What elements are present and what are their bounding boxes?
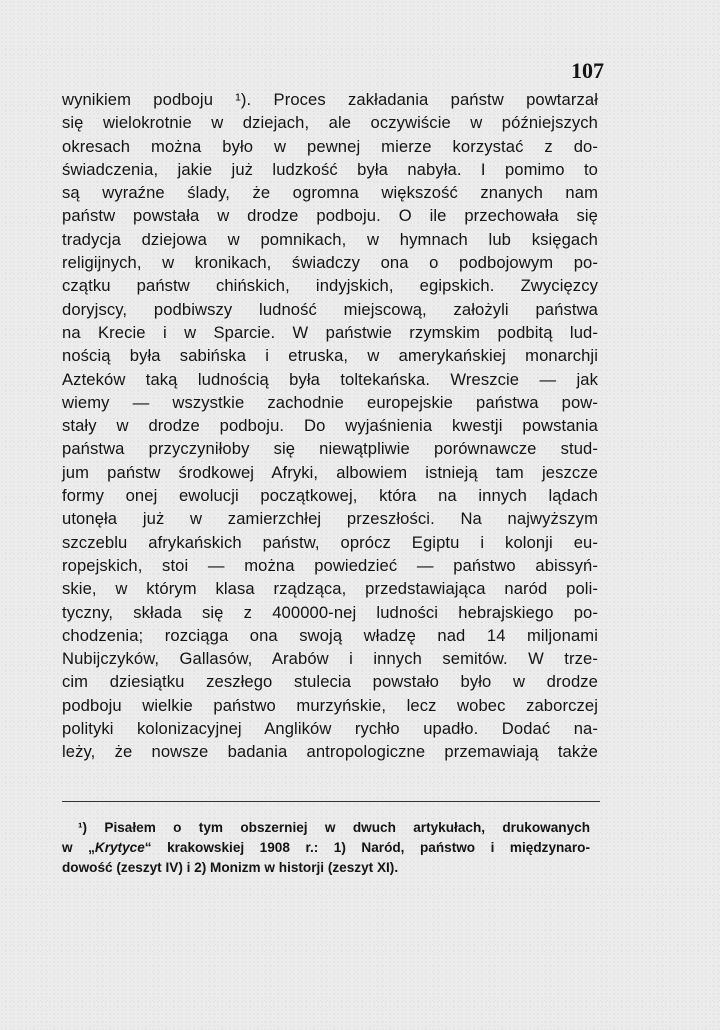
text-line: podboju wielkie państwo murzyńskie, lecz wobec zaborczej — [62, 695, 598, 715]
text-line: państw powstała w drodze podboju. O ile przechowała się — [62, 206, 598, 226]
footnote-text: “ krakowskiej 1908 r.: 1) Naród, państwo i międzynaro- — [144, 840, 590, 855]
footnote-line — [62, 838, 590, 858]
text-line: jum państw środkowej Afryki, albowiem istnieją tam jeszcze — [62, 462, 598, 482]
text-line: czątku państw chińskich, indyjskich, egipskich. Zwycięzcy — [62, 276, 598, 296]
text-line: szczeblu afrykańskich państw, oprócz Egiptu i kolonji eu- — [62, 532, 598, 552]
footnote-line: ¹) Pisałem o tym obszerniej w dwuch artykułach, drukowanych — [78, 820, 590, 835]
text-line: ropejskich, stoi — można powiedzieć — państwo abissyń- — [62, 555, 598, 575]
text-line: utonęła już w zamierzchłej przeszłości. Na najwyższym — [62, 509, 598, 529]
text-line: tyczny, składa się z 400000-nej ludności hebrajskiego po- — [62, 602, 598, 622]
text-line: skie, w którym klasa rządząca, przedstawiająca naród poli- — [62, 579, 598, 599]
text-line: doryjscy, podbiwszy ludność miejscową, założyli państwa — [62, 299, 598, 319]
text-line: stały w drodze podboju. Do wyjaśnienia kwestji powstania — [62, 416, 598, 436]
page-number: 107 — [571, 58, 604, 83]
text-line: nością była sabińska i etruska, w amerykańskiej monarchji — [62, 346, 598, 366]
text-line: formy onej ewolucji początkowej, która na innych lądach — [62, 486, 598, 506]
text-line: Azteków taką ludnością była toltekańska. Wreszcie — jak — [62, 369, 598, 389]
text-line: są wyraźne ślady, że ogromna większość znanych nam — [62, 183, 598, 203]
text-line: okresach można było w pewnej mierze korzystać z do- — [62, 136, 598, 156]
footnote — [62, 818, 590, 878]
text-line: leży, że nowsze badania antropologiczne przemawiają także — [62, 742, 598, 762]
text-line: chodzenia; rozciąga ona swoją władzę nad 14 miljonami — [62, 625, 598, 645]
text-line: świadczenia, jakie już ludzkość była nabyła. I pomimo to — [62, 159, 598, 179]
footnote-line: dowość (zeszyt IV) i 2) Monizm w historji (zeszyt XI). — [62, 860, 399, 875]
text-line: religijnych, w kronikach, świadczy ona o podbojowym po- — [62, 253, 598, 273]
text-line: na Krecie i w Sparcie. W państwie rzymskim podbitą lud- — [62, 322, 598, 342]
footnote-text: w „ — [62, 840, 95, 855]
text-line: tradycja dziejowa w pomnikach, w hymnach lub księgach — [62, 229, 598, 249]
text-line: się wielokrotnie w dziejach, ale oczywiście w późniejszych — [62, 113, 598, 133]
text-line: wiemy — wszystkie zachodnie europejskie państwa pow- — [62, 392, 598, 412]
text-line: Nubijczyków, Gallasów, Arabów i innych semitów. W trze- — [62, 649, 598, 669]
text-line: państwa przyczyniłoby się niewątpliwie porównawcze stud- — [62, 439, 598, 459]
journal-title: Krytyce — [94, 840, 145, 855]
text-line: polityki kolonizacyjnej Anglików rychło upadło. Dodać na- — [62, 719, 598, 739]
body-text — [62, 88, 598, 764]
text-line: wynikiem podboju ¹). Proces zakładania państw powtarzał — [62, 90, 598, 109]
text-line: cim dziesiątku zeszłego stulecia powstało było w drodze — [62, 672, 598, 692]
footnote-divider — [62, 801, 600, 802]
